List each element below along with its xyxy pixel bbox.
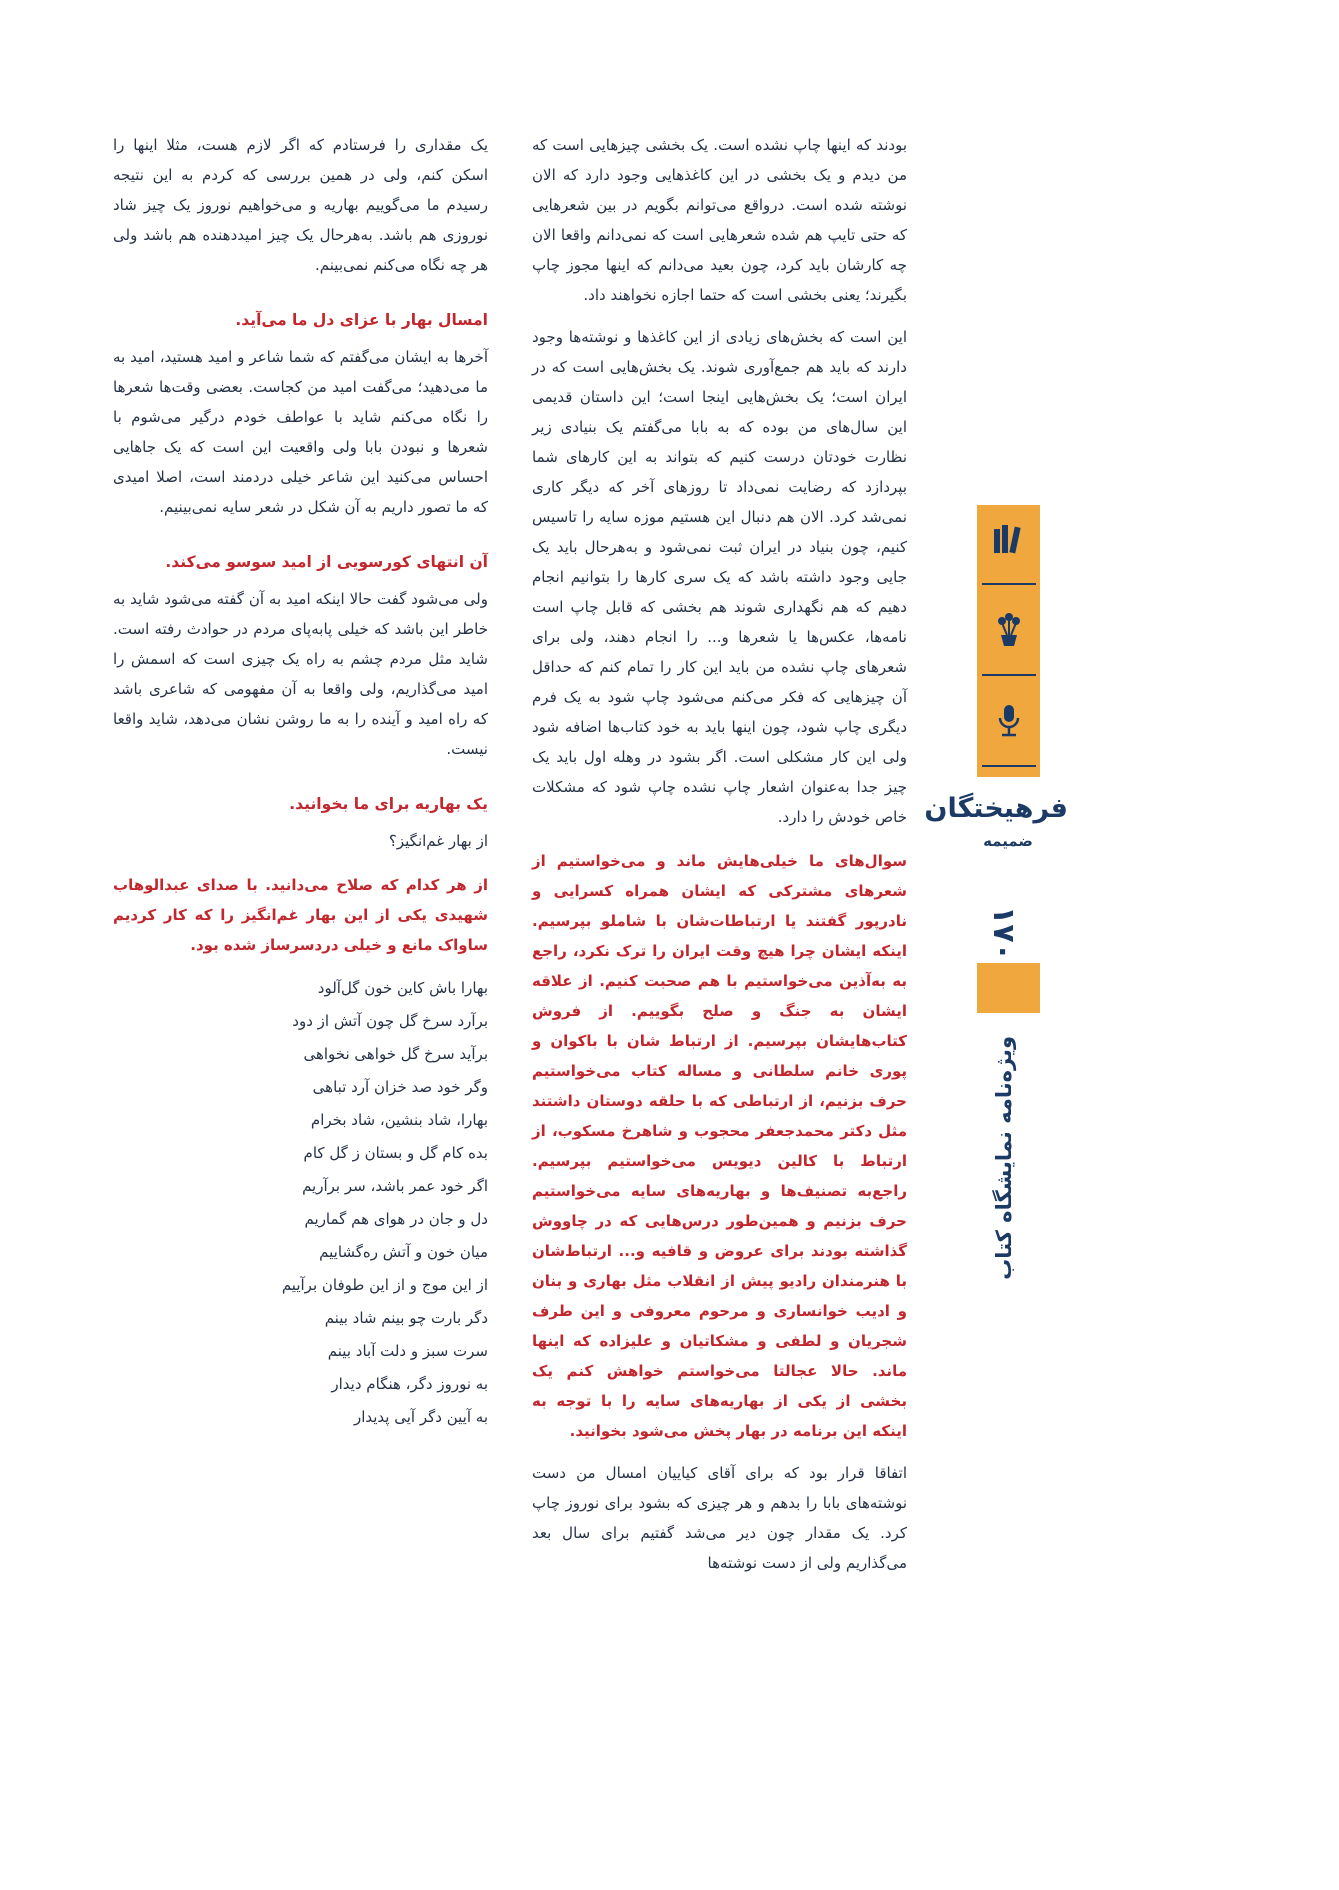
spine-vertical-label: ویژه‌نامه نمایشگاه کتاب: [992, 1036, 1016, 1280]
poem-line: اگر خود عمر باشد، سر برآریم: [302, 1177, 488, 1195]
section-heading: امسال بهار با عزای دل ما می‌آید.: [235, 311, 488, 329]
interviewer-question-paragraph: سوال‌های ما خیلی‌هایش ماند و می‌خواستیم از شعرهای مشترکی که ایشان همراه کسرایی و نادرپور گفتند یا ارتباطات‌شان با شاملو بپرسیم. اینکه ایشان چرا هیچ وقت ایران را ترک نکرد، راجع به به‌آذین می‌خواستیم با هم صحبت کنیم. از علاقه ایشان به جنگ و صلح بگوییم. از فروش کتاب‌هایشان بپرسیم. از ارتباط شان با باکوان و پوری خانم سلطانی و مساله کتاب می‌خواستیم حرف بزنیم، از ارتباطی که با حلقه دوستان داشتند مثل دکتر محمدجعفر محجوب و شاهرخ مسکوب، از ارتباط با کالین دیویس می‌خواستیم بپرسیم. راجع‌به تصنیف‌ها و بهاریه‌های سایه می‌خواستیم حرف بزنیم و همین‌طور درس‌هایی که در چاووش گذاشته بودند برای عروض و قافیه و... ارتباط‌شان با هنرمندان رادیو پیش از انقلاب مثل بهاری و بنان و ادیب خوانساری و مرحوم معروفی و این طرف شجریان و لطفی و مشکاتیان و علیزاده که اینها ماند. حالا عجالتا می‌خواستم خواهش کنم یک بخشی از یکی از بهاریه‌های سایه را با توجه به اینکه این برنامه در بهار پخش می‌شود بخوانید.: [532, 852, 907, 1440]
poem-line: به نوروز دگر، هنگام دیدار: [331, 1375, 488, 1393]
paragraph: این است که بخش‌های زیادی از این کاغذها و نوشته‌ها وجود دارند که باید هم جمع‌آوری شوند. یک بخش‌هایی است که در ایران است؛ یک بخش‌هایی اینجا است؛ این داستان قدیمی این سال‌های من بوده که به بابا می‌گفتم یک بنیادی زیر نظارت خودتان درست کنیم که بتواند به این کارهای شما بپردازد که رضایت نمی‌داد تا روزهای آخر که دیگر کاری نمی‌شد کرد. الان هم دنبال این هستیم موزه سایه را تاسیس کنیم، چون بنیاد در ایران ثبت نمی‌شود و به‌هرحال باید یک جایی وجود داشته باشد که یک سری کارها را بتوانیم انجام دهیم که هم نگهداری شوند هم بخشی که قابل چاپ است نامه‌ها، عکس‌ها یا شعرها و... را انجام دهند، ولی برای شعرهای چاپ نشده من باید این کار را تمام کنم که حداقل آن چیزهایی که فکر می‌کنم می‌شود چاپ شود به یک فرم دیگری چاپ شود، چون اینها باید به خود کتاب‌ها اضافه شود ولی این کار مشکلی است. اگر بشود در وهله اول باید یک چیز جدا به‌عنوان اشعار چاپ نشده چاپ شود که مشکلات خاص خودش را دارد.: [532, 328, 907, 826]
column-left: [113, 130, 488, 1590]
paragraph: آخرها به ایشان می‌گفتم که شما شاعر و امید هستید، امید به ما می‌دهید؛ می‌گفت امید من کجاست. بعضی وقت‌ها شعرها را نگاه می‌کنم شاید با عواطف خودم درگیر می‌شوم با شعرها و نبودن بابا ولی واقعیت این است که یک جاهایی احساس می‌کنید این شاعر خیلی دردمند است، اصلا امیدی که ما تصور داریم به آن شکل در شعر سایه نمی‌بینیم.: [113, 348, 488, 516]
poem-line: میان خون و آتش ره‌گشاییم: [319, 1243, 488, 1261]
paragraph: از بهار غم‌انگیز؟: [388, 832, 488, 850]
poem-line: از این موج و از این طوفان برآییم: [281, 1276, 488, 1294]
books-icon: [989, 519, 1029, 559]
page-number: ۱۷۰: [986, 906, 1021, 961]
microphone-icon: [989, 701, 1029, 741]
poem-line: دگر بارت چو بینم شاد بینم: [324, 1309, 488, 1327]
poem-line: بده کام گل و بستان ز گل کام: [303, 1144, 488, 1162]
flowers-icon: [989, 610, 1029, 650]
interviewer-answer-paragraph: از هر کدام که صلاح می‌دانید. با صدای عبدالوهاب شهیدی یکی از این بهار غم‌انگیز را که کار کردیم ساواک مانع و خیلی دردسرساز شده بود.: [113, 876, 488, 954]
section-heading: آن انتهای کورسویی از امید سوسو می‌کند.: [165, 553, 488, 571]
poem: [113, 972, 488, 1434]
poem-line: سرت سبز و دلت آباد بینم: [327, 1342, 488, 1360]
article-body: [113, 130, 907, 1590]
brand-logo: [924, 792, 1068, 850]
poem-line: برآرد سرخ گل چون آتش از دود: [292, 1012, 488, 1030]
brand-sub-label: ضمیمه: [983, 832, 1033, 850]
poem-line: به آیین دگر آیی پدیدار: [353, 1408, 488, 1426]
paragraph: بودند که اینها چاپ نشده است. یک بخشی چیزهایی است که من دیدم و یک بخشی در این کاغذهایی وجود دارد که الان نوشته شده است. درواقع می‌توانم بگویم در بین شعرهایی که حتی تایپ هم شده شعرهایی است که نمی‌دانم واقعا الان چه کارشان باید کرد، چون بعید می‌دانم که اینها مجوز چاپ بگیرند؛ یعنی بخشی است که حتما اجازه نخواهند داد.: [532, 136, 907, 304]
poem-line: برآید سرخ گل خواهی نخواهی: [303, 1045, 488, 1063]
paragraph: اتفاقا قرار بود که برای آقای کیاییان امسال من دست نوشته‌های بابا را بدهم و هر چیزی که بشود برای نوروز چاپ کرد. یک مقدار چون دیر می‌شد گفتیم برای سال بعد می‌گذاریم ولی از دست نوشته‌ها: [532, 1464, 907, 1572]
paragraph: ولی می‌شود گفت حالا اینکه امید به آن گفته می‌شود شاید به خاطر این باشد که خیلی پابه‌پای مردم در حوادث رفته است. شاید مثل مردم چشم به راه یک چیزی است که اسمش را امید می‌گذاریم، ولی واقعا به آن مفهومی که شاعری باشد که راه امید و آینده را به ما روشن نشان می‌دهد، شاید واقعا نیست.: [113, 590, 488, 758]
poem-line: وگر خود صد خزان آرد تباهی: [312, 1078, 488, 1096]
shelf-divider: [982, 674, 1036, 676]
poem-line: بهارا باش کاین خون گل‌آلود: [317, 979, 488, 997]
paragraph: یک مقداری را فرستادم که اگر لازم هست، مثلا اینها را اسکن کنم، ولی در همین بررسی که کردم به این نتیجه رسیدم ما می‌گوییم بهاریه و می‌خواهیم نوروز یک چیز شاد نوروزی هم باشد. به‌هرحال یک چیز امیددهنده هم باشد ولی هر چه نگاه می‌کنم نمی‌بینم.: [113, 136, 488, 274]
poem-line: دل و جان در هوای هم گماریم: [304, 1210, 488, 1228]
column-right: [532, 130, 907, 1590]
shelf-divider: [982, 583, 1036, 585]
sidebar-icon-block: [977, 505, 1040, 777]
brand-name: فرهیختگان: [924, 793, 1068, 824]
section-heading: یک بهاریه برای ما بخوانید.: [289, 795, 488, 813]
poem-line: بهارا، شاد بنشین، شاد بخرام: [310, 1111, 488, 1129]
shelf-divider: [982, 765, 1036, 767]
spine-accent-tab: [977, 963, 1040, 1013]
